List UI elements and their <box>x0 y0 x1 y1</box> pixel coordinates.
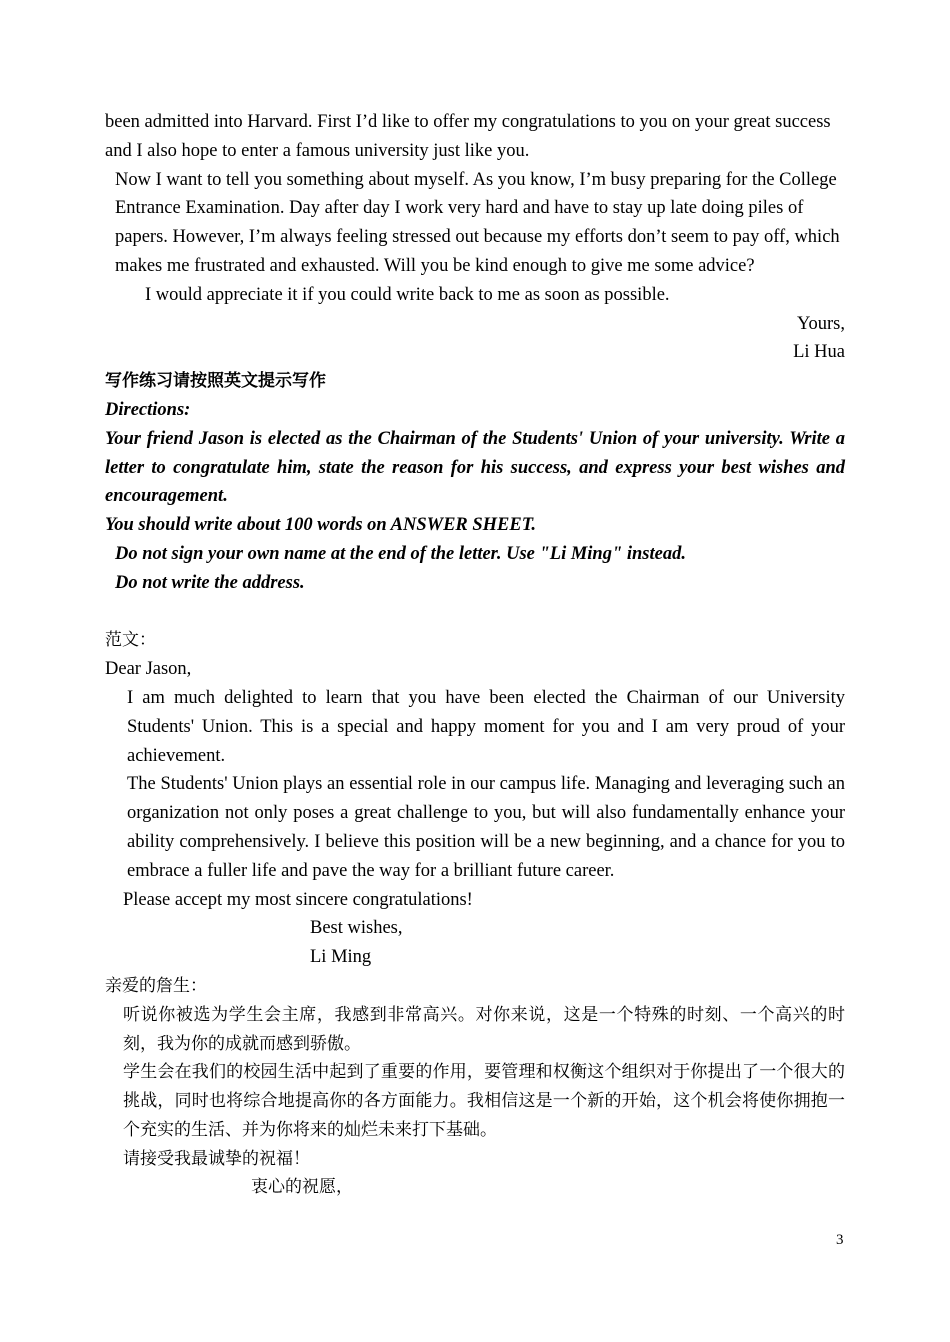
letter1-paragraph-3: I would appreciate it if you could write back to me as soon as possible. <box>145 284 670 305</box>
practice-heading: 写作练习请按照英文提示写作 <box>105 371 326 392</box>
sample-paragraph-2: The Students' Union plays an essential role in our campus life. Managing and leveraging such an organization not only poses a great challenge to you, but will also fundamentally enhance your ability comprehensively. I believe this position will be a new beginning, and a chance for you to embrace a fuller life and pave the way for a brilliant future career. <box>127 774 845 881</box>
letter1-signature: Li Hua <box>793 342 845 363</box>
sample-closing: Best wishes, <box>310 918 403 939</box>
directions-task: Your friend Jason is elected as the Chairman of the Students' Union of your university. Write a letter to congratulate him, state the reason for his success, and express your best wishes and encouragement. <box>105 428 845 507</box>
directions-requirement-1: You should write about 100 words on ANSWER SHEET. <box>105 515 536 536</box>
translation-salutation: 亲爱的詹生： <box>105 975 207 996</box>
sample-label: 范文： <box>105 630 156 651</box>
sample-salutation: Dear Jason, <box>105 659 192 680</box>
translation-paragraph-3: 请接受我最诚挚的祝福！ <box>123 1148 310 1169</box>
sample-paragraph-1: I am much delighted to learn that you have been elected the Chairman of our University Students' Union. This is a special and happy moment for you and I am very proud of your achievement. <box>127 687 845 766</box>
translation-closing: 衷心的祝愿， <box>251 1177 353 1198</box>
directions-label: Directions: <box>105 399 191 420</box>
translation-paragraph-1: 听说你被选为学生会主席，我感到非常高兴。对你来说，这是一个特殊的时刻、一个高兴的时刻，我为你的成就而感到骄傲。 <box>123 1004 845 1054</box>
translation-paragraph-2: 学生会在我们的校园生活中起到了重要的作用，要管理和权衡这个组织对于你提出了一个很大的挑战，同时也将综合地提高你的各方面能力。我相信这是一个新的开始，这个机会将使你拥抱一个充实的生活、并为你将来的灿烂未来打下基础。 <box>123 1062 845 1140</box>
directions-requirement-2: Do not sign your own name at the end of the letter. Use "Li Ming" instead. <box>115 543 686 564</box>
document-body <box>105 108 845 1202</box>
page-number: 3 <box>836 1232 844 1248</box>
letter1-paragraph-2: Now I want to tell you something about myself. As you know, I’m busy preparing for the College Entrance Examination. Day after day I work very hard and have to stay up late doing piles of papers. However, I’m always feeling stressed out because my efforts don’t seem to pay off, which makes me frustrated and exhausted. Will you be kind enough to give me some advice? <box>115 169 840 276</box>
spacer <box>105 598 845 627</box>
letter1-paragraph-1: been admitted into Harvard. First I’d like to offer my congratulations to you on your great success and I also hope to enter a famous university just like you. <box>105 112 831 161</box>
directions-requirement-3: Do not write the address. <box>115 572 305 593</box>
letter1-closing: Yours, <box>797 313 845 334</box>
sample-signature: Li Ming <box>310 947 372 968</box>
sample-paragraph-3: Please accept my most sincere congratulations! <box>123 889 473 910</box>
